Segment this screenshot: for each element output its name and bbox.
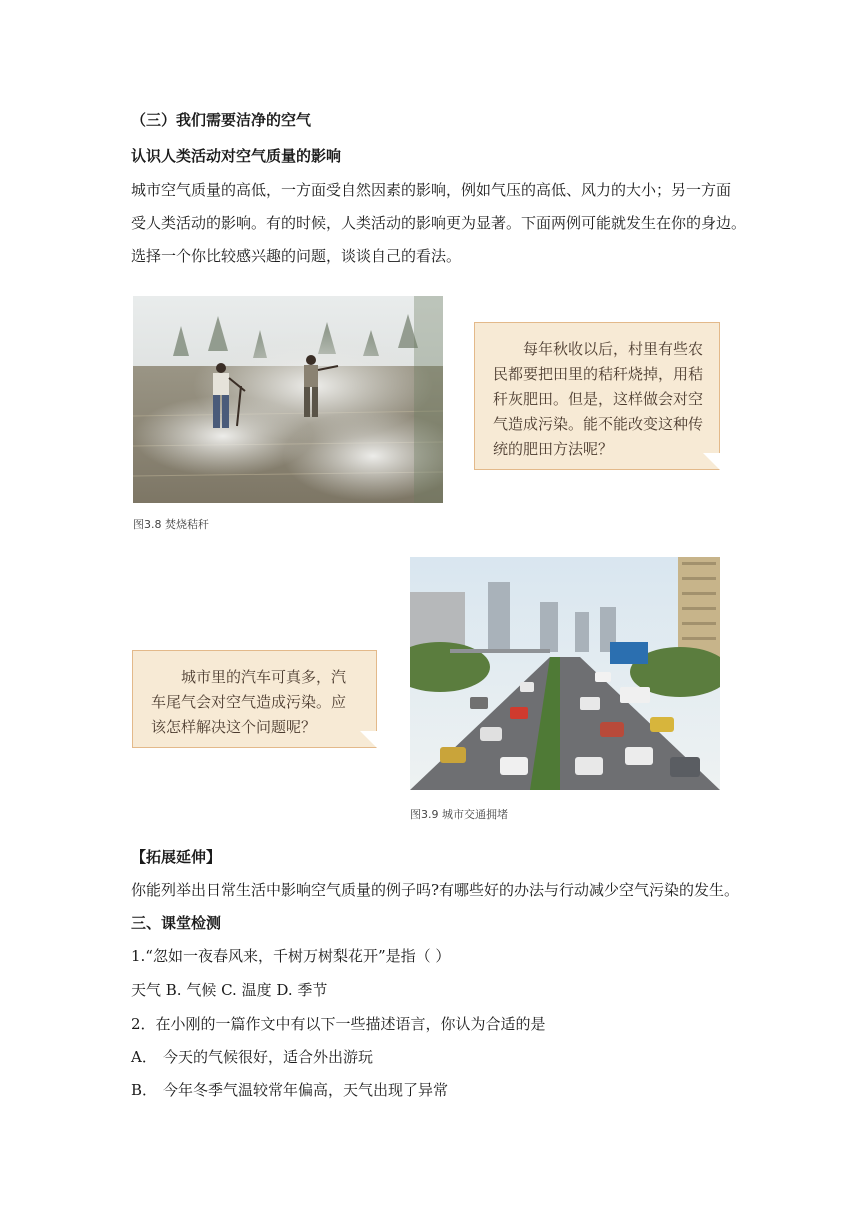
sub-heading: 认识人类活动对空气质量的影响 bbox=[131, 147, 342, 165]
intro-line-2: 受人类活动的影响。有的时候，人类活动的影响更为显著。下面两例可能就发生在你的身边。 bbox=[131, 214, 747, 232]
question-1-options: 天气 B. 气候 C. 温度 D. 季节 bbox=[131, 981, 328, 999]
q2-option-a-label: A． bbox=[131, 1048, 157, 1066]
note-corner-fold bbox=[703, 453, 721, 471]
question-2: 2．在小刚的一篇作文中有以下一些描述语言，你认为合适的是 bbox=[131, 1015, 546, 1033]
speech-note-burning: 每年秋收以后，村里有些农民都要把田里的秸秆烧掉，用秸秆灰肥田。但是，这样做会对空气造成污染。能不能改变这种传统的肥田方法呢？ bbox=[474, 322, 720, 470]
extension-heading: 【拓展延伸】 bbox=[131, 848, 222, 866]
extension-text: 你能列举出日常生活中影响空气质量的例子吗?有哪些好的办法与行动减少空气污染的发生。 bbox=[131, 881, 740, 899]
intro-line-1: 城市空气质量的高低，一方面受自然因素的影响，例如气压的高低、风力的大小；另一方面 bbox=[131, 181, 732, 199]
q2-option-a-text: 今天的气候很好，适合外出游玩 bbox=[163, 1048, 374, 1066]
figure-caption-traffic: 图3.9 城市交通拥堵 bbox=[410, 808, 508, 821]
q2-option-b-label: B． bbox=[131, 1081, 158, 1099]
figure-caption-burning: 图3.8 焚烧秸秆 bbox=[133, 518, 209, 531]
straw-burning-photo bbox=[133, 296, 443, 503]
traffic-jam-photo bbox=[410, 557, 720, 790]
note-corner-fold bbox=[360, 731, 378, 749]
speech-note-traffic: 城市里的汽车可真多，汽车尾气会对空气造成污染。应该怎样解决这个问题呢？ bbox=[132, 650, 377, 748]
section-heading: （三）我们需要洁净的空气 bbox=[131, 111, 312, 129]
intro-line-3: 选择一个你比较感兴趣的问题，谈谈自己的看法。 bbox=[131, 247, 462, 265]
question-1: 1.“忽如一夜春风来，千树万树梨花开”是指（ ） bbox=[131, 947, 451, 965]
check-heading: 三、课堂检测 bbox=[131, 914, 222, 932]
q2-option-b-text: 今年冬季气温较常年偏高，天气出现了异常 bbox=[163, 1081, 449, 1099]
